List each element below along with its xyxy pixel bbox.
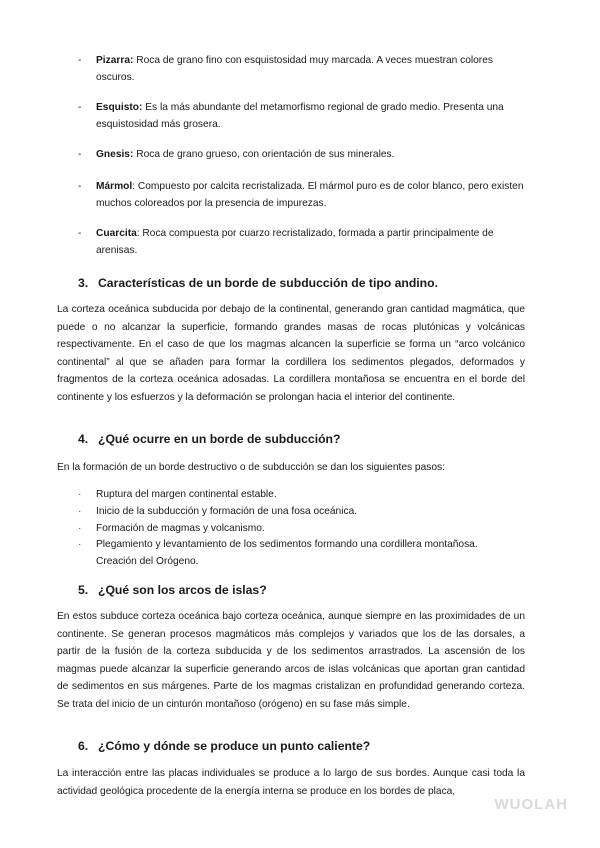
section-title: ¿Cómo y dónde se produce un punto caliente? — [98, 739, 371, 753]
rock-name: Esquisto: — [96, 102, 143, 113]
rock-desc: : Roca compuesta por cuarzo recristalizado, formada a partir principalmente de arenisas. — [96, 228, 494, 256]
section-3-paragraph: La corteza oceánica subducida por debajo de la continental, generando gran cantidad magmática, que puede o no alcanzar la superficie, formando grandes masas de rocas plutónicas y volcánicas respectivamente. En el caso de que los magmas alcancen la superficie se forma un “arco volcánico continental” al que se añaden para formar la cordillera los sedimentos plegados, deformados y fragmentos de la corteza oceánica adosadas. La cordillera montañosa se encuentra en el borde del continente y los esfuerzos y la deformación se prolongan hacia el interior del continente. — [57, 304, 525, 403]
rock-name: Pizarra: — [96, 55, 134, 66]
section-heading-4 — [78, 431, 340, 447]
subduction-steps-list — [78, 487, 518, 571]
section-number: 4. — [78, 432, 89, 446]
rock-name: Gnesis: — [96, 149, 134, 160]
section-5-paragraph: En estos subduce corteza oceánica bajo corteza oceánica, aunque siempre en las proximidades de un continente. Se generan procesos magmáticos más complejos y variados que los de las dorsales, a partir de la fusión de la corteza subducida y de los sedimentos arrastrados. La ascensión de los magmas puede alcanzar la superficie generando arcos de islas volcánicas que aportan gran cantidad de sedimentos en sus márgenes. Parte de los magmas cristalizan en profundidad generando corteza. Se trata del inicio de un cinturón montañoso (orógeno) en su fase más simple. — [57, 611, 525, 710]
wuolah-watermark: WUOLAH — [494, 796, 568, 813]
rock-desc: Roca de grano grueso, con orientación de sus minerales. — [133, 149, 395, 160]
list-item — [78, 537, 518, 571]
section-title: ¿Qué ocurre en un borde de subducción? — [98, 432, 341, 446]
list-dash: - — [78, 102, 82, 113]
step-text: Formación de magmas y volcanismo. — [96, 522, 265, 534]
list-bullet: · — [78, 522, 82, 534]
section-number: 3. — [78, 276, 89, 290]
list-dash: - — [78, 55, 82, 66]
list-dash: - — [78, 149, 82, 160]
list-item — [78, 521, 518, 538]
list-bullet: · — [78, 489, 82, 500]
rock-desc: : Compuesto por calcita recristalizada. El mármol puro es de color blanco, pero existen muchos coloreados por la presencia de impurezas. — [96, 181, 524, 209]
list-item — [78, 487, 518, 504]
step-text: Inicio de la subducción y formación de una fosa oceánica. — [96, 505, 358, 517]
section-6-paragraph: La interacción entre las placas individuales se produce a lo largo de sus bordes. Aunque casi toda la actividad geológica procedente de la energía interna se produce en los bordes de placa, — [57, 768, 525, 797]
section-heading-5 — [78, 582, 267, 598]
list-dash: - — [78, 228, 82, 239]
rock-desc: Roca de grano fino con esquistosidad muy marcada. A veces muestran colores oscuros. — [96, 55, 493, 83]
section-heading-6 — [78, 738, 370, 754]
section-heading-3 — [78, 275, 438, 291]
list-bullet: · — [78, 505, 82, 517]
rock-name: Cuarcita — [96, 228, 137, 239]
list-bullet: · — [78, 539, 82, 551]
section-number: 5. — [78, 583, 89, 597]
section-title: ¿Qué son los arcos de islas? — [98, 583, 267, 597]
step-text: Ruptura del margen continental estable. — [96, 489, 277, 500]
section-title: Características de un borde de subducción de tipo andino. — [98, 276, 438, 290]
section-number: 6. — [78, 739, 89, 753]
step-text: Plegamiento y levantamiento de los sedimentos formando una cordillera montañosa. Creación del Orógeno. — [96, 539, 478, 568]
section-4-paragraph: En la formación de un borde destructivo o de subducción se dan los siguientes pasos: — [57, 462, 445, 473]
list-dash: - — [78, 181, 82, 192]
list-item — [78, 504, 518, 521]
rock-desc: Es la más abundante del metamorfismo regional de grado medio. Presenta una esquistosidad más grosera. — [96, 102, 504, 130]
rock-name: Mármol — [96, 181, 133, 192]
